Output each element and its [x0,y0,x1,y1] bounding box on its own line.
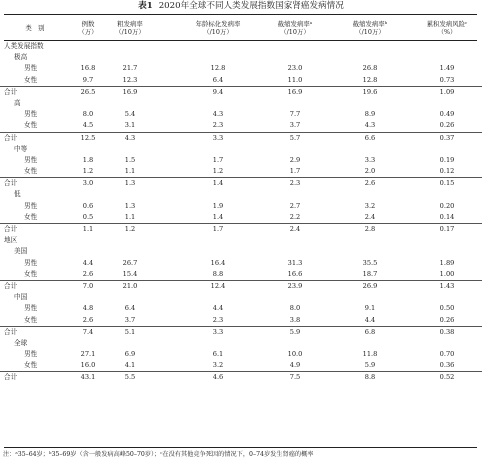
table-row [0,315,482,326]
table-cell: 3.3 [212,327,224,336]
table-cell: 2.3 [212,315,224,324]
table-cell: 3.2 [212,361,224,370]
table-cell: 2.6 [82,315,94,324]
table-cell: 1.43 [439,281,455,290]
row-label: 全球 [14,338,28,347]
table-cell: 6.8 [364,327,376,336]
table-cell: 11.8 [362,350,378,359]
table-title [0,1,482,12]
table-cell: 16.9 [287,87,303,96]
table-cell: 26.9 [362,281,378,290]
table-cell: 0.6 [82,201,94,210]
row-label: 男性 [24,304,38,313]
header-cumulative-risk: 累积发病风险ᶜ （%） [426,20,468,36]
table-cell: 31.3 [287,258,303,267]
table-cell: 2.8 [364,225,376,233]
table-cell: 5.1 [124,327,136,336]
table-cell: 2.2 [289,212,301,221]
table-cell: 0.26 [439,315,455,324]
row-label: 女性 [24,315,38,324]
table-cell: 2.4 [364,212,376,221]
table-cell: 1.3 [124,179,136,188]
table-row [0,303,482,314]
table-row [0,120,482,131]
table-cell: 4.4 [82,258,94,267]
row-label: 男性 [24,350,38,359]
row-label: 人类发展指数 [4,42,44,50]
table-cell: 1.7 [212,155,224,164]
table-cell: 4.9 [289,361,301,370]
row-label: 合计 [4,373,18,382]
table-cell: 21.0 [122,281,138,290]
group-heading-row [0,144,482,155]
table-cell: 6.4 [212,75,224,84]
table-cell: 3.3 [364,155,376,164]
table-cell: 18.7 [362,269,378,278]
table-row [0,75,482,86]
table-cell: 4.3 [212,110,224,119]
table-cell: 1.00 [439,269,455,278]
table-cell: 26.8 [362,64,378,73]
table-cell: 15.4 [122,269,138,278]
table-cell: 16.8 [80,64,96,73]
table-cell: 0.52 [439,373,455,382]
table-cell: 0.15 [439,179,455,188]
table-cell: 4.8 [82,304,94,313]
table-cell: 0.38 [439,327,455,336]
table-cell: 1.2 [82,167,94,176]
table-cell: 1.1 [82,225,94,233]
table-cell: 26.7 [122,258,138,267]
group-heading-row [0,338,482,349]
header-crude-rate: 粗发病率 （/10万） [115,20,145,36]
table-cell: 3.7 [124,315,136,324]
table-cell: 9.7 [82,75,94,84]
group-heading-row [0,292,482,303]
table-cell: 4.6 [212,373,224,382]
row-label: 美国 [14,247,28,256]
table-cell: 23.0 [287,64,303,73]
table-cell: 6.4 [124,304,136,313]
table-cell: 35.5 [362,258,378,267]
table-cell: 2.3 [289,179,301,188]
total-row [0,280,482,292]
table-cell: 1.9 [212,201,224,210]
table-cell: 1.1 [124,212,136,221]
table-cell: 0.36 [439,361,455,370]
table-cell: 0.20 [439,201,455,210]
group-heading-row [0,98,482,109]
table-body [0,41,482,384]
table-cell: 12.8 [362,75,378,84]
table-row [0,212,482,223]
total-row [0,326,482,338]
table-cell: 8.8 [364,373,376,382]
row-label: 女性 [24,361,38,370]
table-cell: 26.5 [80,87,96,96]
table-cell: 16.4 [210,258,226,267]
table-cell: 6.6 [364,133,376,142]
table-cell: 8.9 [364,110,376,119]
row-label: 女性 [24,212,38,221]
row-label: 女性 [24,75,38,84]
table-cell: 1.49 [439,64,455,73]
table-cell: 1.4 [212,179,224,188]
row-label: 女性 [24,269,38,278]
table-cell: 1.5 [124,155,136,164]
total-row [0,132,482,144]
table-cell: 8.0 [289,304,301,313]
row-label: 合计 [4,179,18,188]
header-asr: 年龄标化发病率 （/10万） [195,20,241,36]
group-heading-row [0,246,482,257]
table-title-text: 2020年全球不同人类发展指数国家肾癌发病情况 [158,1,344,11]
table-cell: 19.6 [362,87,378,96]
header-truncated-rate-b: 截缩发病率ᵇ （/10万） [352,20,388,36]
table-cell: 4.5 [82,121,94,130]
table-cell: 2.6 [364,179,376,188]
table-cell: 2.9 [289,155,301,164]
table-cell: 8.0 [82,110,94,119]
table-row [0,166,482,177]
table-cell: 27.1 [80,350,96,359]
table-cell: 1.4 [212,212,224,221]
table-row [0,269,482,280]
table-cell: 1.7 [289,167,301,176]
table-cell: 5.5 [124,373,136,382]
row-label: 男性 [24,201,38,210]
table-cell: 3.8 [289,315,301,324]
bottom-rule [4,447,477,448]
table-cell: 3.3 [212,133,224,142]
table-cell: 2.6 [82,269,94,278]
table-cell: 1.1 [124,167,136,176]
row-label: 男性 [24,110,38,119]
table-cell: 23.9 [287,281,303,290]
table-cell: 12.4 [210,281,226,290]
table-cell: 7.0 [82,281,94,290]
header-cases: 例数 （万） [78,20,98,36]
row-label: 高 [14,98,21,107]
table-cell: 0.12 [439,167,455,176]
table-cell: 7.4 [82,327,94,336]
table-cell: 2.4 [289,225,301,233]
table-cell: 8.8 [212,269,224,278]
table-cell: 16.0 [80,361,96,370]
table-cell: 0.5 [82,212,94,221]
total-row [0,223,482,235]
table-cell: 3.2 [364,201,376,210]
table-cell: 6.1 [212,350,224,359]
table-cell: 16.9 [122,87,138,96]
table-cell: 21.7 [122,64,138,73]
table-cell: 3.1 [124,121,136,130]
table-row [0,63,482,74]
row-label: 中等 [14,144,28,153]
row-label: 男性 [24,64,38,73]
table-cell: 5.9 [289,327,301,336]
table-cell: 1.89 [439,258,455,267]
group-heading-row [0,52,482,63]
row-label: 合计 [4,225,18,233]
table-cell: 0.70 [439,350,455,359]
table-cell: 0.49 [439,110,455,119]
table-cell: 5.7 [289,133,301,142]
table-cell: 4.4 [212,304,224,313]
table-cell: 0.17 [439,225,455,233]
row-label: 男性 [24,258,38,267]
top-rule [4,14,477,15]
row-label: 合计 [4,133,18,142]
row-label: 合计 [4,87,18,96]
table-row [0,360,482,371]
row-label: 男性 [24,155,38,164]
table-cell: 0.14 [439,212,455,221]
table-cell: 0.73 [439,75,455,84]
table-cell: 7.5 [289,373,301,382]
row-label: 合计 [4,281,18,290]
table-cell: 16.6 [287,269,303,278]
table-cell: 3.0 [82,179,94,188]
table-cell: 10.0 [287,350,303,359]
header-category: 类 别 [25,24,45,32]
table-cell: 1.7 [212,225,224,233]
table-cell: 0.50 [439,304,455,313]
total-row [0,86,482,98]
table-cell: 7.7 [289,110,301,119]
table-row [0,155,482,166]
table-cell: 4.1 [124,361,136,370]
footnote: 注：ᵃ35–64岁；ᵇ35–69岁（含一般发病高峰50–70岁）；ᶜ在没有其他竞争死因的情况下，0–74岁发生肾癌的概率 [3,451,314,458]
group-heading-row [0,41,482,52]
table-cell: 1.8 [82,155,94,164]
table-cell: 6.9 [124,350,136,359]
row-label: 女性 [24,167,38,176]
group-heading-row [0,235,482,246]
table-cell: 2.3 [212,121,224,130]
header-truncated-rate-a: 截缩发病率ᵃ （/10万） [277,20,313,36]
table-number: 表1 [138,1,153,11]
table-cell: 12.3 [122,75,138,84]
table-cell: 2.7 [289,201,301,210]
table-cell: 1.2 [212,167,224,176]
table-cell: 12.5 [80,133,96,142]
total-row [0,371,482,383]
table-row [0,201,482,212]
table-cell: 9.1 [364,304,376,313]
table-cell: 4.4 [364,315,376,324]
table-cell: 1.3 [124,201,136,210]
table-row [0,109,482,120]
row-label: 合计 [4,327,18,336]
group-heading-row [0,189,482,200]
table-cell: 0.37 [439,133,455,142]
table-cell: 3.7 [289,121,301,130]
table-cell: 2.0 [364,167,376,176]
table-cell: 0.26 [439,121,455,130]
table-row [0,258,482,269]
table-cell: 11.0 [287,75,303,84]
table-cell: 1.2 [124,225,136,233]
row-label: 女性 [24,121,38,130]
table-cell: 4.3 [124,133,136,142]
table-cell: 43.1 [80,373,96,382]
table-cell: 5.4 [124,110,136,119]
table-cell: 4.3 [364,121,376,130]
table-cell: 1.09 [439,87,455,96]
table-cell: 9.4 [212,87,224,96]
row-label: 极高 [14,53,28,62]
table-cell: 12.8 [210,64,226,73]
row-label: 低 [14,190,21,199]
row-label: 地区 [4,236,18,245]
row-label: 中国 [14,293,28,302]
table-cell: 0.19 [439,155,455,164]
table-cell: 5.9 [364,361,376,370]
table-row [0,349,482,360]
total-row [0,177,482,189]
